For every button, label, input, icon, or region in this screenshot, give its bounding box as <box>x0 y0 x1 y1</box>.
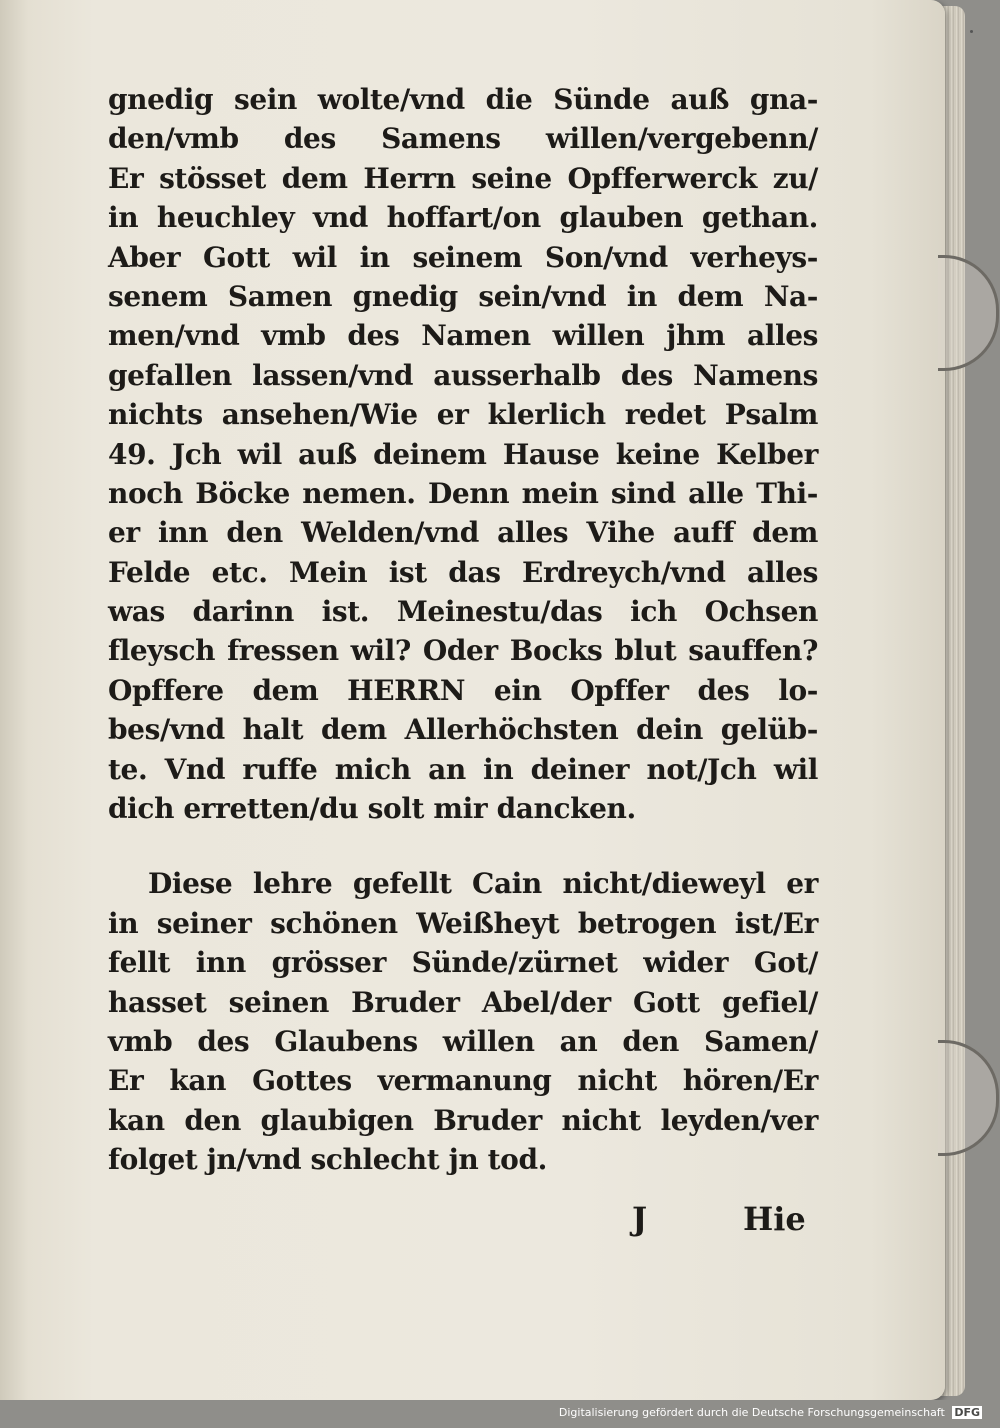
text-line: was darinn ist. Meinestu/das ich Ochsen <box>108 595 818 629</box>
text-line: hasset seinen Bruder Abel/der Gott gefiel/ <box>108 985 818 1019</box>
text-line: gnedig sein wolte/vnd die Sünde auß gna- <box>108 83 818 116</box>
main-text-block <box>108 80 818 1180</box>
text-line: folget jn/vnd schlecht jn tod. <box>108 1143 547 1177</box>
text-line: Er kan Gottes vermanung nicht hören/Er <box>108 1064 818 1098</box>
text-line: in heuchley vnd hoffart/on glauben gethan. <box>108 201 818 235</box>
text-line: dich erretten/du solt mir dancken. <box>108 792 636 826</box>
text-line: Diese lehre gefellt Cain nicht/dieweyl er <box>148 867 818 901</box>
text-line: fellt inn grösser Sünde/zürnet wider Got/ <box>108 946 818 980</box>
text-line: 49. Jch wil auß deinem Hause keine Kelber <box>108 437 818 471</box>
digitization-credit <box>559 1406 982 1419</box>
text-line: men/vnd vmb des Namen willen jhm alles <box>108 319 818 353</box>
dfg-logo-text: DFG <box>954 1406 980 1419</box>
signature-mark: J <box>632 1200 648 1238</box>
binding-clip-top <box>938 255 999 371</box>
text-line: nichts ansehen/Wie er klerlich redet Psalm <box>108 398 818 432</box>
paragraph-2 <box>108 864 818 1179</box>
text-line: in seiner schönen Weißheyt betrogen ist/Er <box>108 906 818 940</box>
text-line: noch Böcke nemen. Denn mein sind alle Thi- <box>108 476 818 510</box>
text-line: gefallen lassen/vnd ausserhalb des Namens <box>108 358 818 392</box>
text-line: Er stösset dem Herrn seine Opfferwerck zu/ <box>108 161 818 195</box>
paragraph-1 <box>108 80 818 828</box>
paragraph-gap <box>108 828 818 864</box>
corner-dot <box>970 30 973 33</box>
text-line: er inn den Welden/vnd alles Vihe auff dem <box>108 516 818 550</box>
text-line: kan den glaubigen Bruder nicht leyden/ver <box>108 1103 818 1137</box>
text-line: senem Samen gnedig sein/vnd in dem Na- <box>108 279 818 313</box>
binding-clip-bottom <box>938 1040 999 1156</box>
text-line: fleysch fressen wil? Oder Bocks blut sauffen? <box>108 634 818 668</box>
text-line: bes/vnd halt dem Allerhöchsten dein gelüb- <box>108 713 818 747</box>
text-line: vmb des Glaubens willen an den Samen/ <box>108 1024 818 1058</box>
text-line: Felde etc. Mein ist das Erdreych/vnd alles <box>108 555 818 589</box>
text-line: Aber Gott wil in seinem Son/vnd verheys- <box>108 240 818 274</box>
text-line: te. Vnd ruffe mich an in deiner not/Jch wil <box>108 752 818 786</box>
credit-text: Digitalisierung gefördert durch die Deutsche Forschungsgemeinschaft <box>558 1406 945 1419</box>
text-line: Opffere dem HERRN ein Opffer des lo- <box>108 673 818 707</box>
catchword: Hie <box>743 1200 806 1238</box>
text-line: den/vmb des Samens willen/vergebenn/ <box>108 122 818 156</box>
